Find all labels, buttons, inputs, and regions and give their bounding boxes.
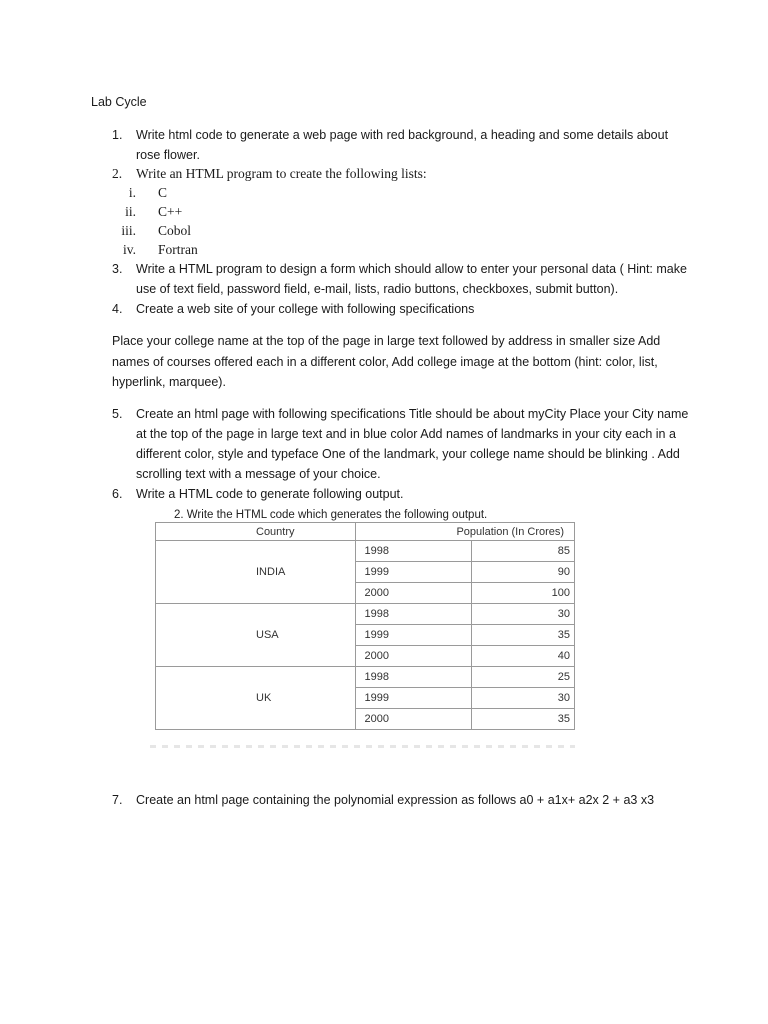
list-number: iv. [123, 242, 136, 257]
value-cell: 90 [472, 562, 575, 583]
list-number: ii. [125, 204, 136, 219]
question-text: Write a HTML code to generate following output. [136, 487, 404, 501]
question-4-detail: Place your college name at the top of the page in large text followed by address in smaller size Add names of courses offered each in a different color, Add college image at the bottom (hint: color, list, hyperlink, marquee). [112, 334, 661, 389]
question-4 [112, 299, 692, 319]
header-country: Country [156, 523, 356, 541]
table-row [156, 541, 575, 562]
value-cell: 40 [472, 646, 575, 667]
year-cell: 1998 [356, 541, 472, 562]
table-row [156, 604, 575, 625]
value-cell: 35 [472, 625, 575, 646]
year-cell: 1998 [356, 667, 472, 688]
year-cell: 2000 [356, 646, 472, 667]
list-text: C++ [158, 204, 183, 219]
list-text: Fortran [158, 242, 198, 257]
page-title: Lab Cycle [91, 95, 147, 109]
question-number: 7. [112, 793, 123, 807]
question-text: Create an html page containing the polynomial expression as follows a0 + a1x+ a2x 2 + a3 x3 [136, 793, 655, 807]
question-number: 3. [112, 262, 123, 276]
question-text: Create a web site of your college with following specifications [136, 302, 475, 316]
question-text: Write a HTML program to design a form which should allow to enter your personal data ( Hint: make use of text field, password field, e-mail, lists, radio buttons, checkboxes, submit button). [136, 262, 687, 296]
question-7 [112, 790, 692, 810]
year-cell: 2000 [356, 709, 472, 730]
table-header-row [156, 523, 575, 541]
question-5 [112, 404, 692, 484]
question-number: 2. [112, 166, 123, 181]
population-table-figure [155, 508, 577, 730]
value-cell: 100 [472, 583, 575, 604]
question-number: 5. [112, 407, 123, 421]
header-population: Population (In Crores) [356, 523, 575, 541]
question-number: 4. [112, 302, 123, 316]
list-text: Cobol [158, 223, 192, 238]
table-row [156, 667, 575, 688]
country-cell: USA [156, 604, 356, 667]
year-cell: 1999 [356, 625, 472, 646]
question-text: Write an HTML program to create the following lists: [136, 166, 427, 181]
question-2 [112, 164, 692, 184]
value-cell: 30 [472, 688, 575, 709]
question-6 [112, 484, 692, 504]
year-cell: 1999 [356, 688, 472, 709]
list-number: iii. [121, 223, 136, 238]
year-cell: 1998 [356, 604, 472, 625]
year-cell: 2000 [356, 583, 472, 604]
question-text: Write html code to generate a web page with red background, a heading and some details about rose flower. [136, 128, 669, 162]
country-cell: INDIA [156, 541, 356, 604]
question-1 [112, 125, 692, 165]
table-caption: 2. Write the HTML code which generates the following output. [174, 509, 488, 521]
country-cell: UK [156, 667, 356, 730]
question-number: 6. [112, 487, 123, 501]
list-text: C [158, 185, 168, 200]
question-number: 1. [112, 128, 123, 142]
scan-artifact-line [150, 745, 575, 748]
list-number: i. [128, 185, 136, 200]
question-3 [112, 259, 692, 299]
value-cell: 35 [472, 709, 575, 730]
value-cell: 30 [472, 604, 575, 625]
value-cell: 85 [472, 541, 575, 562]
value-cell: 25 [472, 667, 575, 688]
population-table [155, 522, 575, 730]
year-cell: 1999 [356, 562, 472, 583]
question-text: Create an html page with following specifications Title should be about myCity Place your City name at the top of the page in large text and in blue color Add names of landmarks in your city each in a different color, style and typeface One of the landmark, your college name should be blinking . Add scrolling text with a message of your choice. [136, 407, 689, 481]
